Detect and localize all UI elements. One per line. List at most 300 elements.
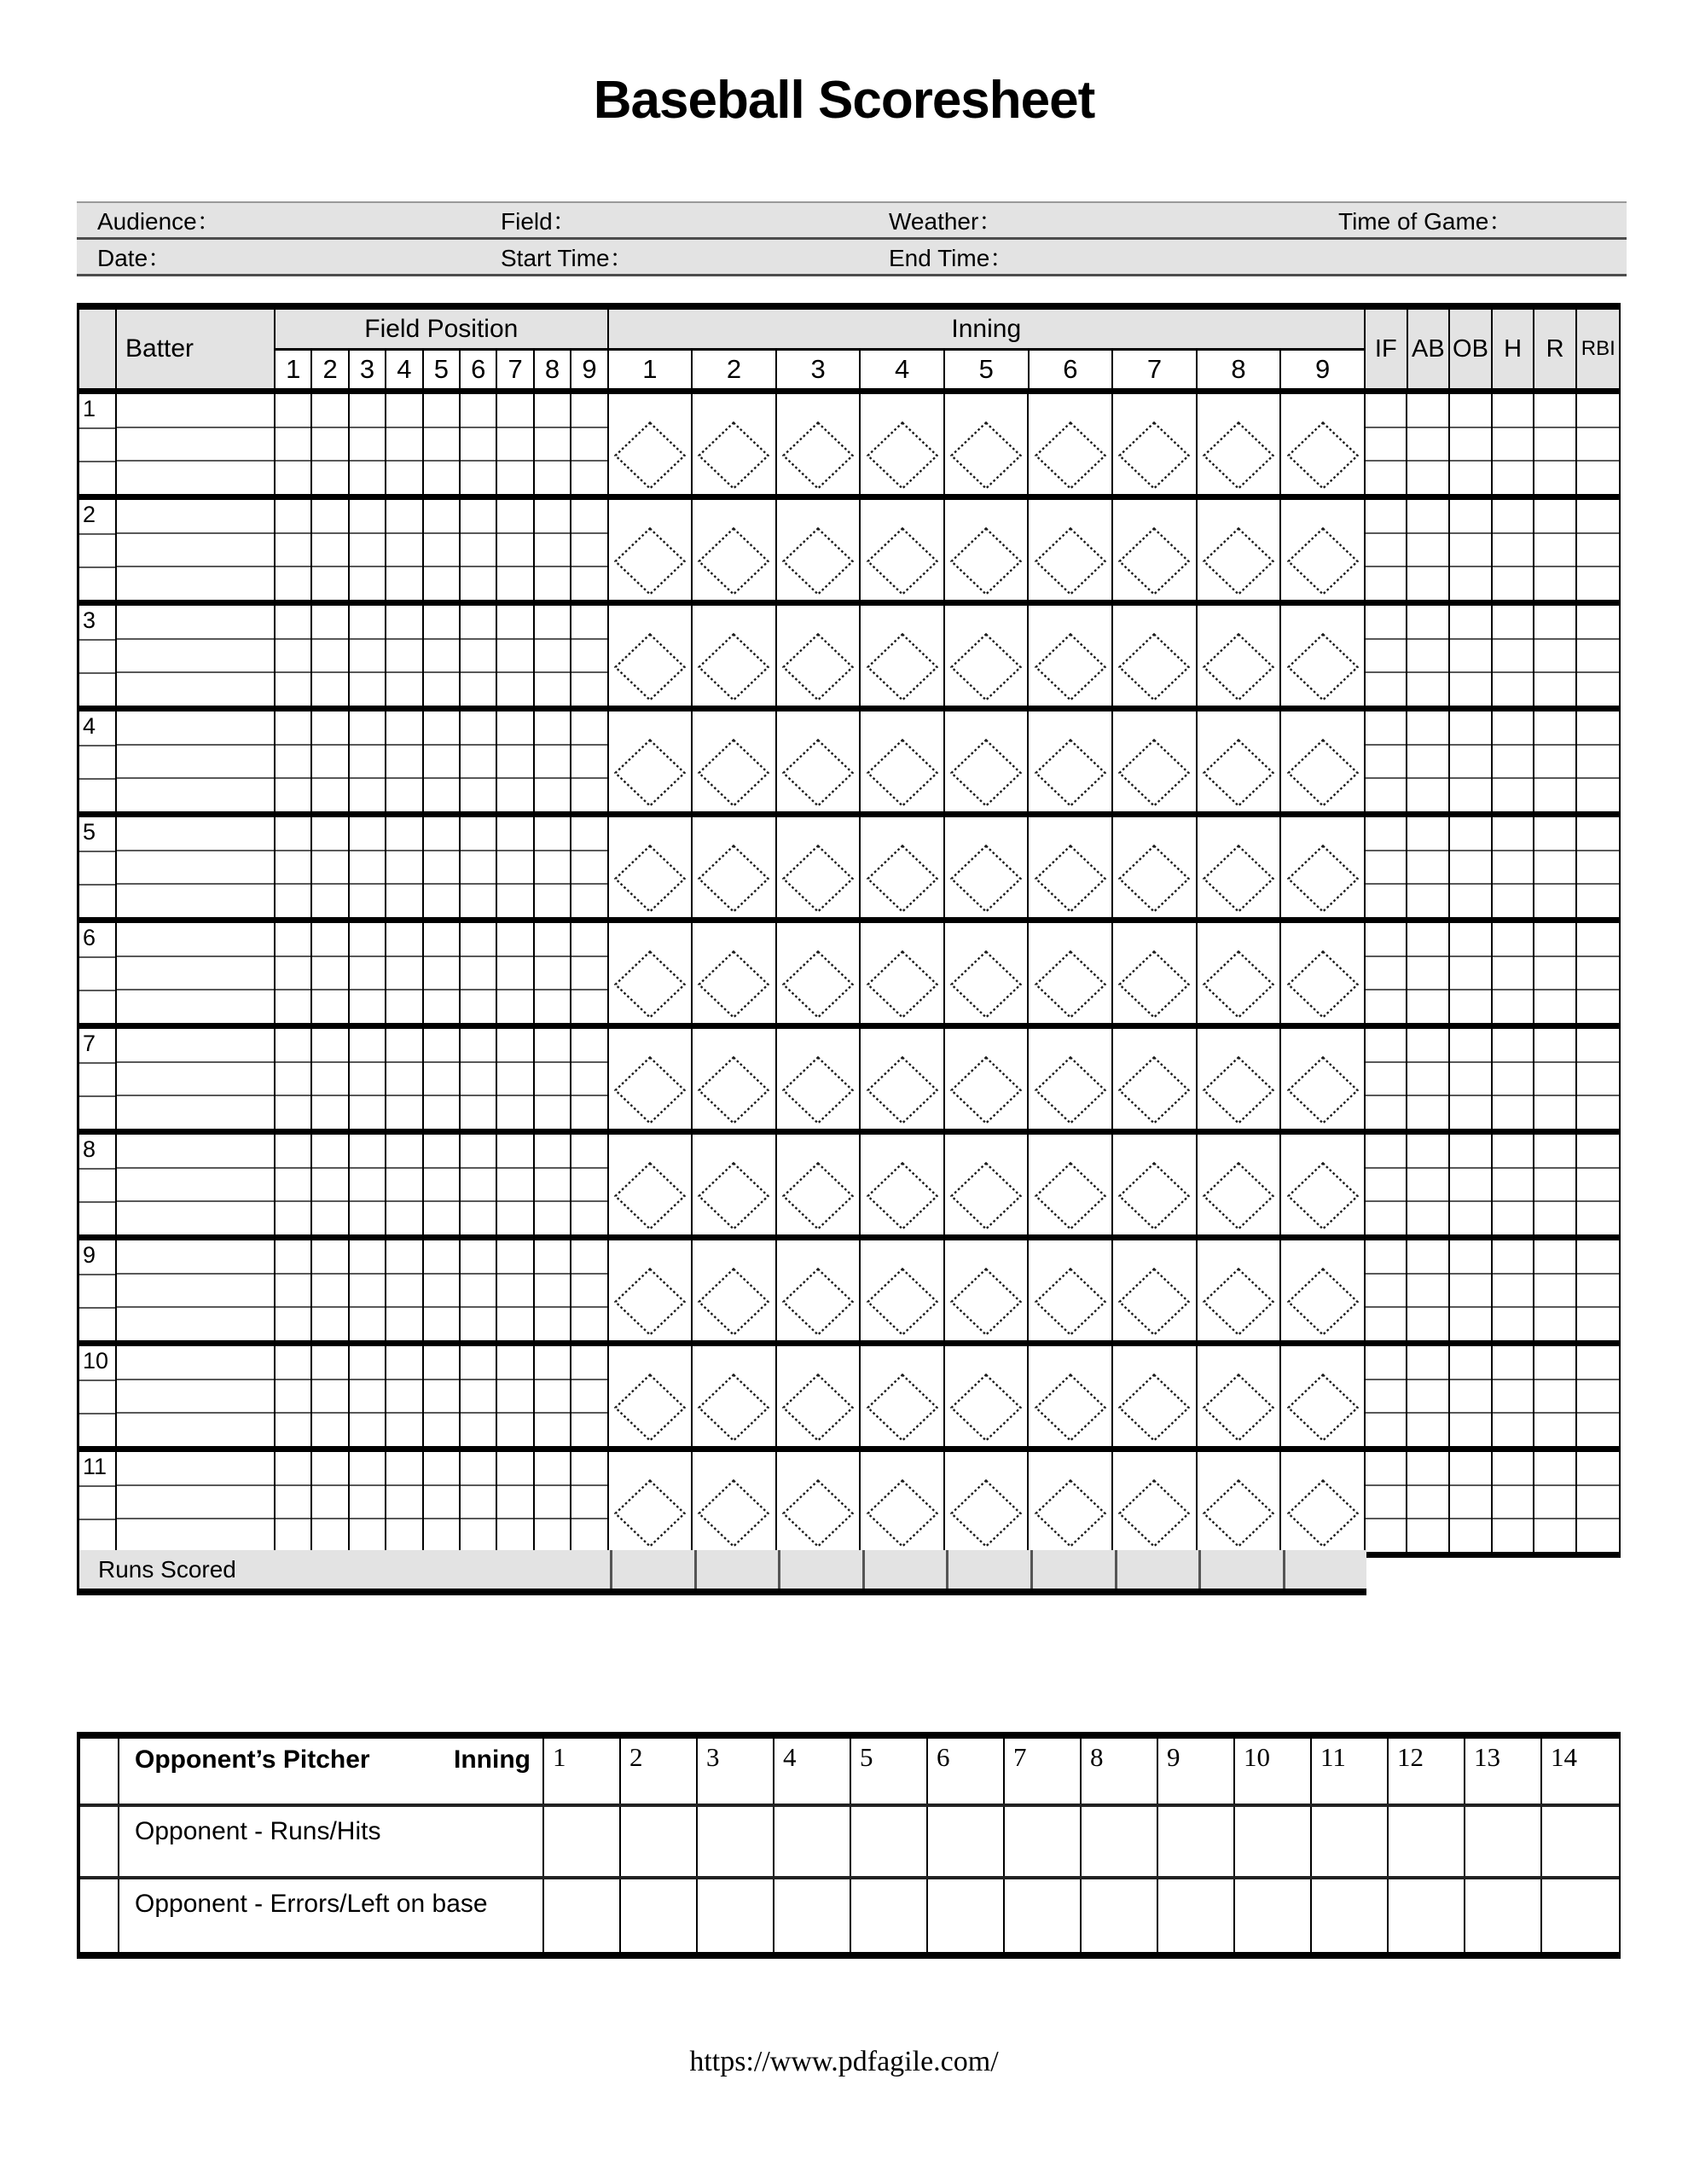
inning-cell-7[interactable] [1113, 817, 1198, 917]
field-position-input[interactable] [386, 500, 421, 534]
field-position-input[interactable] [386, 1346, 421, 1380]
stat-input[interactable] [1577, 500, 1620, 534]
field-position-input[interactable] [571, 1380, 606, 1414]
opponent-value-cell-7[interactable] [1005, 1879, 1082, 1952]
stat-input[interactable] [1407, 1029, 1448, 1063]
stat-input[interactable] [1493, 1275, 1534, 1309]
inning-cell-4[interactable] [861, 1135, 945, 1234]
stat-input[interactable] [1577, 817, 1620, 851]
stat-input[interactable] [1493, 567, 1534, 600]
stat-input[interactable] [1493, 462, 1534, 494]
stat-input[interactable] [1493, 746, 1534, 780]
stat-input[interactable] [1577, 1096, 1620, 1129]
runs-scored-cell-3[interactable] [778, 1550, 862, 1589]
inning-cell-1[interactable] [609, 923, 693, 1023]
field-position-input[interactable] [497, 712, 532, 746]
stat-input[interactable] [1407, 567, 1448, 600]
field-position-input[interactable] [350, 851, 385, 886]
stat-input[interactable] [1534, 1452, 1575, 1486]
inning-cell-1[interactable] [609, 1452, 693, 1552]
stat-input[interactable] [1407, 817, 1448, 851]
stat-input[interactable] [1450, 779, 1491, 811]
field-position-input[interactable] [461, 1029, 496, 1063]
field-position-input[interactable] [312, 1519, 347, 1552]
field-position-input[interactable] [535, 1519, 570, 1552]
field-position-input[interactable] [312, 746, 347, 780]
stat-input[interactable] [1493, 885, 1534, 917]
field-position-input[interactable] [424, 957, 459, 991]
inning-cell-5[interactable] [945, 1135, 1030, 1234]
field-position-input[interactable] [535, 1063, 570, 1097]
field-position-input[interactable] [461, 923, 496, 957]
field-position-input[interactable] [424, 500, 459, 534]
stat-input[interactable] [1450, 990, 1491, 1023]
field-position-input[interactable] [424, 885, 459, 917]
opponent-value-cell-2[interactable] [621, 1807, 698, 1876]
field-position-input[interactable] [312, 885, 347, 917]
stat-input[interactable] [1366, 851, 1407, 886]
field-position-input[interactable] [386, 640, 421, 674]
info-field-time-of-game[interactable] [1318, 203, 1627, 237]
field-position-input[interactable] [386, 712, 421, 746]
field-position-input[interactable] [386, 1452, 421, 1486]
stat-input[interactable] [1577, 462, 1620, 494]
field-position-input[interactable] [535, 990, 570, 1023]
batter-name-input[interactable] [117, 1308, 274, 1340]
field-position-input[interactable] [424, 1202, 459, 1234]
field-position-input[interactable] [312, 1275, 347, 1309]
field-position-input[interactable] [571, 673, 606, 706]
field-position-input[interactable] [276, 1519, 310, 1552]
field-position-input[interactable] [497, 462, 532, 494]
stat-input[interactable] [1450, 1414, 1491, 1446]
inning-cell-4[interactable] [861, 1346, 945, 1446]
stat-input[interactable] [1577, 673, 1620, 706]
stat-input[interactable] [1577, 428, 1620, 462]
field-position-input[interactable] [386, 885, 421, 917]
field-position-input[interactable] [386, 1486, 421, 1520]
field-position-input[interactable] [535, 712, 570, 746]
stat-input[interactable] [1493, 1452, 1534, 1486]
field-position-input[interactable] [497, 394, 532, 428]
inning-cell-8[interactable] [1198, 1135, 1282, 1234]
stat-input[interactable] [1577, 394, 1620, 428]
field-position-input[interactable] [350, 1452, 385, 1486]
field-position-input[interactable] [386, 1414, 421, 1446]
field-position-input[interactable] [386, 1308, 421, 1340]
field-position-input[interactable] [424, 1308, 459, 1340]
opponent-value-cell-11[interactable] [1312, 1807, 1389, 1876]
inning-cell-5[interactable] [945, 606, 1030, 706]
inning-cell-6[interactable] [1029, 1452, 1113, 1552]
runs-scored-cell-4[interactable] [862, 1550, 947, 1589]
field-position-input[interactable] [276, 1275, 310, 1309]
opponent-value-cell-2[interactable] [621, 1879, 698, 1952]
field-position-input[interactable] [276, 1029, 310, 1063]
field-position-input[interactable] [424, 1452, 459, 1486]
field-position-input[interactable] [276, 746, 310, 780]
field-position-input[interactable] [350, 1346, 385, 1380]
stat-input[interactable] [1493, 923, 1534, 957]
field-position-input[interactable] [535, 1452, 570, 1486]
field-position-input[interactable] [276, 779, 310, 811]
batter-name-input[interactable] [117, 851, 274, 886]
field-position-input[interactable] [571, 534, 606, 568]
field-position-input[interactable] [424, 1169, 459, 1203]
field-position-input[interactable] [535, 1169, 570, 1203]
runs-scored-cell-2[interactable] [694, 1550, 779, 1589]
inning-cell-7[interactable] [1113, 1029, 1198, 1129]
field-position-input[interactable] [350, 923, 385, 957]
field-position-input[interactable] [350, 673, 385, 706]
field-position-input[interactable] [386, 1202, 421, 1234]
field-position-input[interactable] [386, 1096, 421, 1129]
inning-cell-1[interactable] [609, 1135, 693, 1234]
opponent-value-cell-3[interactable] [698, 1879, 774, 1952]
field-position-input[interactable] [350, 779, 385, 811]
field-position-input[interactable] [312, 1169, 347, 1203]
inning-cell-6[interactable] [1029, 1346, 1113, 1446]
info-field-field[interactable] [480, 203, 868, 237]
inning-cell-1[interactable] [609, 817, 693, 917]
field-position-input[interactable] [312, 1202, 347, 1234]
field-position-input[interactable] [312, 394, 347, 428]
field-position-input[interactable] [497, 1486, 532, 1520]
stat-input[interactable] [1493, 500, 1534, 534]
field-position-input[interactable] [386, 1029, 421, 1063]
field-position-input[interactable] [461, 1308, 496, 1340]
batter-name-input[interactable] [117, 746, 274, 780]
field-position-input[interactable] [571, 1096, 606, 1129]
stat-input[interactable] [1577, 957, 1620, 991]
batter-name-input[interactable] [117, 428, 274, 462]
field-position-input[interactable] [461, 500, 496, 534]
opponent-value-cell-6[interactable] [928, 1879, 1005, 1952]
field-position-input[interactable] [424, 428, 459, 462]
field-position-input[interactable] [276, 606, 310, 640]
stat-input[interactable] [1534, 1240, 1575, 1275]
stat-input[interactable] [1407, 923, 1448, 957]
stat-input[interactable] [1366, 1240, 1407, 1275]
field-position-input[interactable] [276, 673, 310, 706]
field-position-input[interactable] [497, 500, 532, 534]
field-position-input[interactable] [276, 923, 310, 957]
stat-input[interactable] [1407, 1414, 1448, 1446]
runs-scored-cell-1[interactable] [610, 1550, 694, 1589]
inning-cell-8[interactable] [1198, 606, 1282, 706]
batter-name-input[interactable] [117, 1380, 274, 1414]
field-position-input[interactable] [276, 957, 310, 991]
field-position-input[interactable] [312, 990, 347, 1023]
stat-input[interactable] [1407, 957, 1448, 991]
stat-input[interactable] [1534, 1096, 1575, 1129]
stat-input[interactable] [1407, 885, 1448, 917]
field-position-input[interactable] [276, 990, 310, 1023]
field-position-input[interactable] [312, 640, 347, 674]
stat-input[interactable] [1366, 1414, 1407, 1446]
stat-input[interactable] [1534, 567, 1575, 600]
batter-name-input[interactable] [117, 462, 274, 494]
stat-input[interactable] [1450, 640, 1491, 674]
stat-input[interactable] [1407, 1452, 1448, 1486]
field-position-input[interactable] [497, 851, 532, 886]
batter-name-input[interactable] [117, 567, 274, 600]
field-position-input[interactable] [424, 640, 459, 674]
field-position-input[interactable] [571, 1346, 606, 1380]
runs-scored-cell-5[interactable] [946, 1550, 1030, 1589]
inning-cell-3[interactable] [777, 1240, 861, 1340]
field-position-input[interactable] [424, 1096, 459, 1129]
field-position-input[interactable] [497, 885, 532, 917]
field-position-input[interactable] [571, 957, 606, 991]
inning-cell-8[interactable] [1198, 1240, 1282, 1340]
field-position-input[interactable] [312, 673, 347, 706]
field-position-input[interactable] [350, 394, 385, 428]
inning-cell-8[interactable] [1198, 1452, 1282, 1552]
inning-cell-1[interactable] [609, 1240, 693, 1340]
stat-input[interactable] [1366, 1380, 1407, 1414]
field-position-input[interactable] [497, 817, 532, 851]
stat-input[interactable] [1366, 462, 1407, 494]
field-position-input[interactable] [276, 1308, 310, 1340]
field-position-input[interactable] [424, 1346, 459, 1380]
field-position-input[interactable] [497, 1380, 532, 1414]
stat-input[interactable] [1534, 712, 1575, 746]
field-position-input[interactable] [571, 1452, 606, 1486]
stat-input[interactable] [1407, 500, 1448, 534]
field-position-input[interactable] [461, 712, 496, 746]
stat-input[interactable] [1534, 428, 1575, 462]
field-position-input[interactable] [497, 1202, 532, 1234]
inning-cell-4[interactable] [861, 500, 945, 600]
field-position-input[interactable] [350, 1029, 385, 1063]
inning-cell-7[interactable] [1113, 1240, 1198, 1340]
inning-cell-6[interactable] [1029, 500, 1113, 600]
field-position-input[interactable] [350, 1414, 385, 1446]
inning-cell-9[interactable] [1281, 1452, 1366, 1552]
stat-input[interactable] [1577, 1308, 1620, 1340]
stat-input[interactable] [1450, 1063, 1491, 1097]
field-position-input[interactable] [350, 1275, 385, 1309]
field-position-input[interactable] [535, 1486, 570, 1520]
stat-input[interactable] [1450, 817, 1491, 851]
stat-input[interactable] [1407, 462, 1448, 494]
inning-cell-5[interactable] [945, 923, 1030, 1023]
stat-input[interactable] [1493, 534, 1534, 568]
inning-cell-6[interactable] [1029, 1135, 1113, 1234]
field-position-input[interactable] [535, 1029, 570, 1063]
stat-input[interactable] [1407, 712, 1448, 746]
inning-cell-6[interactable] [1029, 1240, 1113, 1340]
stat-input[interactable] [1450, 712, 1491, 746]
info-field-start-time[interactable] [480, 240, 868, 274]
field-position-input[interactable] [535, 817, 570, 851]
stat-input[interactable] [1534, 462, 1575, 494]
stat-input[interactable] [1407, 1135, 1448, 1169]
field-position-input[interactable] [276, 1414, 310, 1446]
field-position-input[interactable] [424, 990, 459, 1023]
stat-input[interactable] [1577, 1240, 1620, 1275]
field-position-input[interactable] [497, 673, 532, 706]
stat-input[interactable] [1493, 394, 1534, 428]
inning-cell-2[interactable] [693, 1029, 777, 1129]
inning-cell-7[interactable] [1113, 1346, 1198, 1446]
field-position-input[interactable] [350, 1380, 385, 1414]
opponent-value-cell-3[interactable] [698, 1807, 774, 1876]
stat-input[interactable] [1534, 673, 1575, 706]
field-position-input[interactable] [276, 851, 310, 886]
stat-input[interactable] [1407, 779, 1448, 811]
stat-input[interactable] [1577, 712, 1620, 746]
field-position-input[interactable] [571, 817, 606, 851]
batter-name-input[interactable] [117, 1486, 274, 1520]
inning-cell-5[interactable] [945, 500, 1030, 600]
field-position-input[interactable] [571, 394, 606, 428]
field-position-input[interactable] [276, 1063, 310, 1097]
field-position-input[interactable] [276, 1380, 310, 1414]
field-position-input[interactable] [350, 1486, 385, 1520]
inning-cell-9[interactable] [1281, 1135, 1366, 1234]
field-position-input[interactable] [535, 673, 570, 706]
stat-input[interactable] [1577, 1414, 1620, 1446]
field-position-input[interactable] [535, 957, 570, 991]
opponent-value-cell-11[interactable] [1312, 1879, 1389, 1952]
field-position-input[interactable] [424, 606, 459, 640]
stat-input[interactable] [1366, 1135, 1407, 1169]
field-position-input[interactable] [571, 1169, 606, 1203]
batter-name-input[interactable] [117, 1202, 274, 1234]
stat-input[interactable] [1407, 1063, 1448, 1097]
stat-input[interactable] [1493, 1346, 1534, 1380]
inning-cell-4[interactable] [861, 1452, 945, 1552]
field-position-input[interactable] [312, 500, 347, 534]
stat-input[interactable] [1450, 1096, 1491, 1129]
stat-input[interactable] [1577, 567, 1620, 600]
field-position-input[interactable] [461, 1202, 496, 1234]
opponent-value-cell-1[interactable] [544, 1807, 621, 1876]
field-position-input[interactable] [535, 428, 570, 462]
field-position-input[interactable] [497, 1063, 532, 1097]
field-position-input[interactable] [312, 1486, 347, 1520]
field-position-input[interactable] [350, 1063, 385, 1097]
field-position-input[interactable] [386, 817, 421, 851]
stat-input[interactable] [1534, 990, 1575, 1023]
field-position-input[interactable] [571, 606, 606, 640]
opponent-value-cell-1[interactable] [544, 1879, 621, 1952]
field-position-input[interactable] [461, 1275, 496, 1309]
inning-cell-1[interactable] [609, 500, 693, 600]
inning-cell-7[interactable] [1113, 1452, 1198, 1552]
field-position-input[interactable] [571, 712, 606, 746]
stat-input[interactable] [1534, 1275, 1575, 1309]
stat-input[interactable] [1577, 1202, 1620, 1234]
field-position-input[interactable] [571, 885, 606, 917]
field-position-input[interactable] [497, 1346, 532, 1380]
stat-input[interactable] [1577, 885, 1620, 917]
stat-input[interactable] [1450, 606, 1491, 640]
field-position-input[interactable] [461, 394, 496, 428]
stat-input[interactable] [1493, 1486, 1534, 1520]
stat-input[interactable] [1493, 1414, 1534, 1446]
field-position-input[interactable] [535, 1202, 570, 1234]
inning-cell-4[interactable] [861, 394, 945, 494]
batter-name-input[interactable] [117, 1063, 274, 1097]
field-position-input[interactable] [497, 534, 532, 568]
inning-cell-7[interactable] [1113, 712, 1198, 811]
inning-cell-5[interactable] [945, 712, 1030, 811]
stat-input[interactable] [1577, 1029, 1620, 1063]
stat-input[interactable] [1493, 1096, 1534, 1129]
stat-input[interactable] [1534, 1308, 1575, 1340]
field-position-input[interactable] [386, 1063, 421, 1097]
field-position-input[interactable] [312, 1346, 347, 1380]
stat-input[interactable] [1534, 606, 1575, 640]
field-position-input[interactable] [350, 606, 385, 640]
stat-input[interactable] [1450, 1380, 1491, 1414]
runs-scored-cell-7[interactable] [1115, 1550, 1199, 1589]
field-position-input[interactable] [424, 673, 459, 706]
field-position-input[interactable] [461, 957, 496, 991]
inning-cell-2[interactable] [693, 394, 777, 494]
info-field-blank[interactable] [1318, 240, 1627, 274]
field-position-input[interactable] [350, 1135, 385, 1169]
field-position-input[interactable] [312, 1308, 347, 1340]
field-position-input[interactable] [461, 1346, 496, 1380]
batter-name-input[interactable] [117, 1414, 274, 1446]
field-position-input[interactable] [350, 500, 385, 534]
field-position-input[interactable] [461, 462, 496, 494]
field-position-input[interactable] [461, 1414, 496, 1446]
field-position-input[interactable] [571, 1275, 606, 1309]
stat-input[interactable] [1366, 640, 1407, 674]
field-position-input[interactable] [571, 462, 606, 494]
field-position-input[interactable] [571, 1240, 606, 1275]
stat-input[interactable] [1493, 1380, 1534, 1414]
field-position-input[interactable] [424, 1029, 459, 1063]
batter-name-input[interactable] [117, 640, 274, 674]
field-position-input[interactable] [535, 606, 570, 640]
stat-input[interactable] [1534, 1169, 1575, 1203]
stat-input[interactable] [1493, 712, 1534, 746]
stat-input[interactable] [1366, 534, 1407, 568]
inning-cell-7[interactable] [1113, 923, 1198, 1023]
field-position-input[interactable] [461, 1452, 496, 1486]
stat-input[interactable] [1577, 1519, 1620, 1552]
field-position-input[interactable] [535, 567, 570, 600]
field-position-input[interactable] [312, 957, 347, 991]
stat-input[interactable] [1577, 1346, 1620, 1380]
field-position-input[interactable] [350, 1519, 385, 1552]
field-position-input[interactable] [535, 462, 570, 494]
field-position-input[interactable] [497, 957, 532, 991]
field-position-input[interactable] [350, 712, 385, 746]
field-position-input[interactable] [571, 851, 606, 886]
stat-input[interactable] [1407, 606, 1448, 640]
field-position-input[interactable] [386, 957, 421, 991]
opponent-value-cell-9[interactable] [1158, 1807, 1235, 1876]
field-position-input[interactable] [424, 851, 459, 886]
stat-input[interactable] [1407, 1308, 1448, 1340]
field-position-input[interactable] [461, 534, 496, 568]
field-position-input[interactable] [497, 1452, 532, 1486]
field-position-input[interactable] [535, 851, 570, 886]
opponent-value-cell-14[interactable] [1542, 1879, 1619, 1952]
field-position-input[interactable] [276, 500, 310, 534]
field-position-input[interactable] [497, 1240, 532, 1275]
field-position-input[interactable] [461, 990, 496, 1023]
stat-input[interactable] [1534, 957, 1575, 991]
stat-input[interactable] [1366, 1096, 1407, 1129]
